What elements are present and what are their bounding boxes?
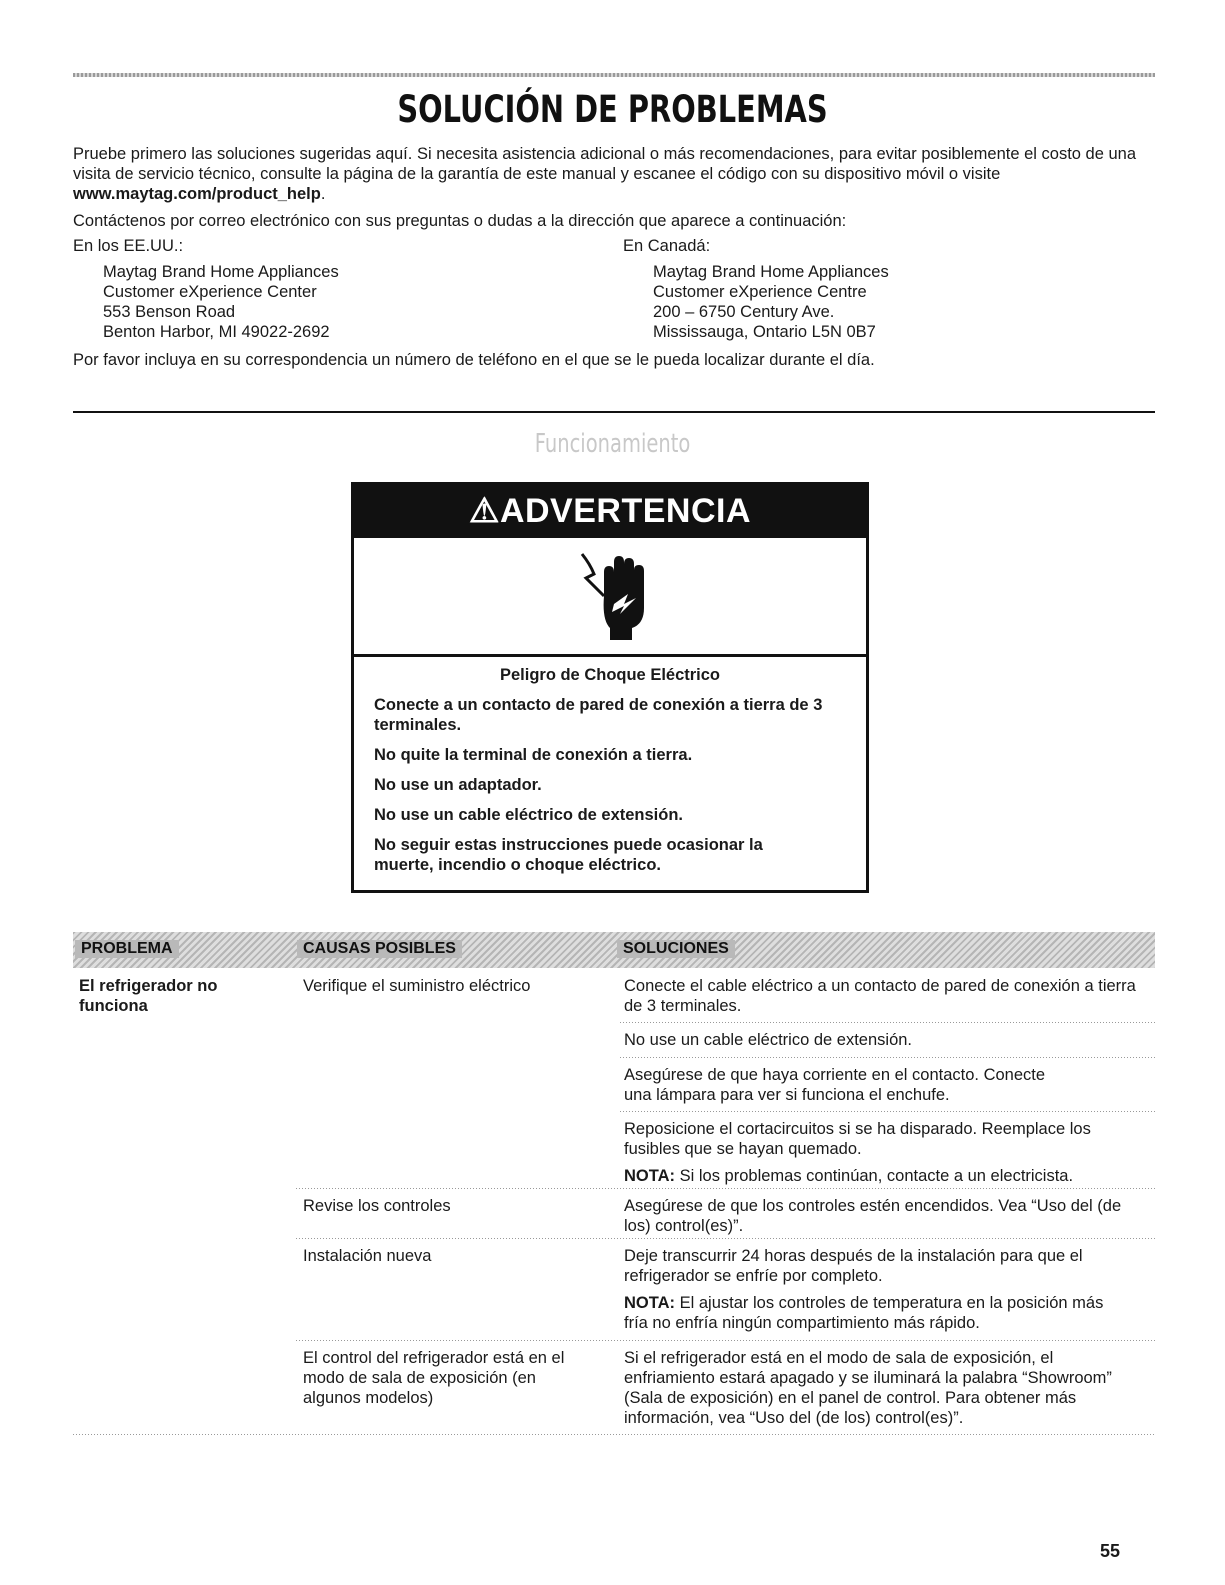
address-line: Customer eXperience Centre: [653, 283, 867, 301]
row-divider: [296, 1340, 1155, 1341]
warning-box: [351, 482, 869, 893]
solution-cell: Asegúrese de que haya corriente en el contacto. Conecte una lámpara para ver si funciona el enchufe.: [624, 1066, 1046, 1104]
column-header-solutions: SOLUCIONES: [617, 940, 735, 958]
warning-pictogram: [354, 538, 866, 657]
solution-cell: Asegúrese de que los controles estén encendidos. Vea “Uso del (de los) control(es)”.: [624, 1197, 1122, 1235]
warning-item: Conecte a un contacto de pared de conexión a tierra de 3 terminales.: [374, 696, 823, 734]
address-line: Maytag Brand Home Appliances: [653, 263, 889, 281]
solution-note: NOTA: El ajustar los controles de temperatura en la posición más fría no enfría ningún compartimiento más rápido.: [624, 1294, 1104, 1332]
warning-item: No seguir estas instrucciones puede ocasionar la muerte, incendio o choque eléctrico.: [374, 836, 763, 874]
help-link[interactable]: www.maytag.com/product_help: [73, 185, 321, 203]
cause-cell: Revise los controles: [303, 1197, 451, 1215]
address-line: Customer eXperience Center: [103, 283, 317, 301]
warning-item: No use un adaptador.: [374, 776, 542, 794]
row-divider: [296, 1188, 1155, 1189]
page-title: SOLUCIÓN DE PROBLEMAS: [397, 88, 828, 131]
solution-cell: No use un cable eléctrico de extensión.: [624, 1031, 913, 1049]
column-header-causes: CAUSAS POSIBLES: [297, 940, 462, 958]
section-divider: [73, 411, 1155, 413]
address-line: 553 Benson Road: [103, 303, 236, 321]
address-line: Mississauga, Ontario L5N 0B7: [653, 323, 876, 341]
solution-cell: Conecte el cable eléctrico a un contacto de pared de conexión a tierra de 3 terminales.: [624, 977, 1136, 1015]
top-rule: [73, 73, 1155, 77]
warning-header: ⚠ADVERTENCIA: [354, 485, 866, 538]
intro-paragraph: Pruebe primero las soluciones sugeridas aquí. Si necesita asistencia adicional o más recomendaciones, para evitar posiblemente el costo de una visita de servicio técnico, consulte la página de la garantía de este manual y escanee el código con su dispositivo móvil o visite www.maytag.com/product_help.: [73, 145, 1137, 203]
page-number: 55: [1100, 1541, 1121, 1561]
row-divider: [296, 1238, 1155, 1239]
row-divider: [620, 1022, 1155, 1023]
cause-cell: El control del refrigerador está en el modo de sala de exposición (en algunos modelos): [303, 1349, 565, 1407]
row-divider: [620, 1057, 1155, 1058]
column-header-problem: PROBLEMA: [75, 940, 179, 958]
warning-item: No use un cable eléctrico de extensión.: [374, 806, 684, 824]
table-bottom-rule: [73, 1434, 1155, 1435]
cause-cell: Verifique el suministro eléctrico: [303, 977, 531, 995]
troubleshooting-table: [73, 932, 1155, 968]
row-divider: [620, 1111, 1155, 1112]
table-header: [73, 932, 1155, 968]
warning-item: No quite la terminal de conexión a tierra.: [374, 746, 693, 764]
intro: [73, 144, 1155, 238]
solution-note: NOTA: Si los problemas continúan, contacte a un electricista.: [624, 1167, 1074, 1185]
section-title: Funcionamiento: [534, 429, 691, 459]
address-line: Maytag Brand Home Appliances: [103, 263, 339, 281]
warning-subtitle: Peligro de Choque Eléctrico: [499, 666, 721, 684]
address-ca: En Canadá: Maytag Brand Home Appliances Customer eXperience Centre 200 – 6750 Century Ave. Mississauga, Ontario L5N 0B7: [623, 237, 889, 341]
solution-cell: Reposicione el cortacircuitos si se ha disparado. Reemplace los fusibles que se hayan quemado.: [624, 1120, 1091, 1158]
warning-triangle-icon: ⚠: [468, 492, 500, 530]
problem-cell: El refrigerador no funciona: [79, 977, 218, 1015]
address-line: Benton Harbor, MI 49022-2692: [103, 323, 330, 341]
address-us: En los EE.UU.: Maytag Brand Home Appliances Customer eXperience Center 553 Benson Road Benton Harbor, MI 49022-2692: [73, 237, 339, 341]
electric-shock-hand-icon: [580, 552, 650, 644]
solution-cell: Deje transcurrir 24 horas después de la instalación para que el refrigerador se enfríe por completo.: [624, 1247, 1083, 1285]
cause-cell: Instalación nueva: [303, 1247, 432, 1265]
phone-note: Por favor incluya en su correspondencia un número de teléfono en el que se le pueda localizar durante el día.: [73, 351, 875, 369]
contact-paragraph: Contáctenos por correo electrónico con sus preguntas o dudas a la dirección que aparece a continuación:: [73, 212, 847, 230]
solution-cell: Si el refrigerador está en el modo de sala de exposición, el enfriamiento estará apagado y se iluminará la palabra “Showroom” (Sala de exposición) en el panel de control. Para obtener más información, vea “Uso del (de los) control(es)”.: [624, 1349, 1112, 1427]
address-line: 200 – 6750 Century Ave.: [653, 303, 835, 321]
